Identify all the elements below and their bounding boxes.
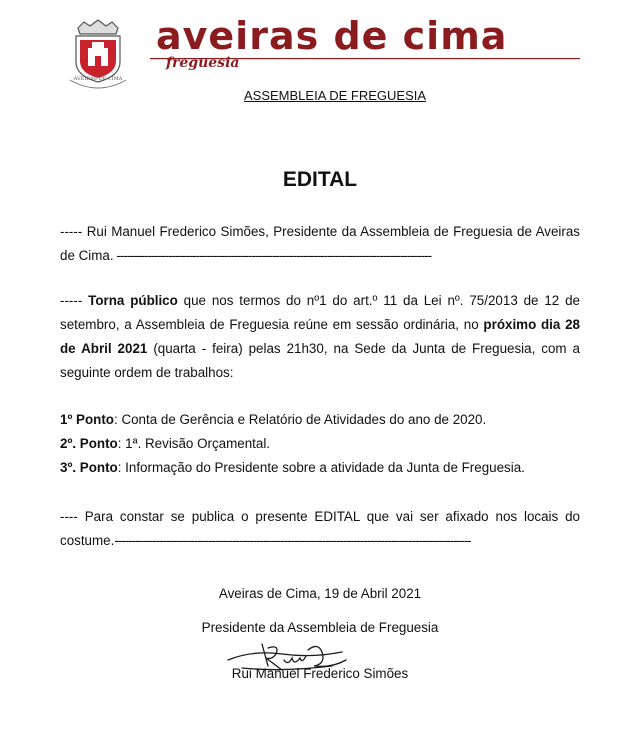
agenda-item-text: : Conta de Gerência e Relatório de Atividades do ano de 2020.	[114, 412, 487, 427]
notice-text-1: que nos termos do nº1 do art.º 11 da Lei nº. 75/2013 de 12 de setembro, a Assembleia de Freguesia reúne em sessão ordinária, no	[60, 293, 580, 332]
agenda-item	[60, 456, 580, 480]
agenda-item-label: 3º. Ponto	[60, 460, 118, 475]
notice-bold-lead: Torna público	[88, 293, 178, 308]
notice-text-2: (quarta - feira) pelas 21h30, na Sede da Junta de Freguesia, com a seguinte ordem de trabalhos:	[60, 341, 580, 380]
intro-text: Rui Manuel Frederico Simões, Presidente da Assembleia de Freguesia de Aveiras de Cima.	[60, 224, 580, 263]
dash-lead: -----	[60, 224, 83, 239]
closing-text: Para constar se publica o presente EDITAL que vai ser afixado nos locais do costume.	[60, 509, 580, 548]
place-date: Aveiras de Cima, 19 de Abril 2021	[218, 586, 422, 601]
dash-trail: -------------------------------------------------------------------------------------------	[113, 248, 432, 263]
signer-name: Rui Manuel Frederico Simões	[231, 666, 409, 681]
closing-paragraph	[60, 505, 580, 553]
crest-caption: AVEIRAS DE CIMA	[73, 76, 123, 82]
agenda-item-label: 1º Ponto	[60, 412, 114, 427]
agenda-item	[60, 408, 580, 432]
agenda-item	[60, 432, 580, 456]
logo-subtitle: freguesia	[166, 55, 240, 71]
signer-role: Presidente da Assembleia de Freguesia	[201, 620, 439, 635]
dash-lead: -----	[60, 293, 83, 308]
agenda-list	[60, 408, 580, 480]
notice-bold-date: próximo dia 28 de Abril 2021	[60, 317, 580, 356]
agenda-item-label: 2º. Ponto	[60, 436, 118, 451]
logo-text: aveiras de cima	[156, 14, 508, 58]
notice-paragraph	[60, 289, 580, 385]
dash-lead: ----	[60, 509, 78, 524]
dash-trail: -------------------------------------------------------------------------------------------------------	[114, 533, 471, 548]
intro-paragraph	[60, 220, 580, 268]
agenda-item-text: : 1ª. Revisão Orçamental.	[117, 436, 271, 451]
agenda-item-text: : Informação do Presidente sobre a atividade da Junta de Freguesia.	[117, 460, 525, 475]
page-title: EDITAL	[282, 168, 358, 191]
assembly-heading: ASSEMBLEIA DE FREGUESIA	[244, 88, 427, 103]
